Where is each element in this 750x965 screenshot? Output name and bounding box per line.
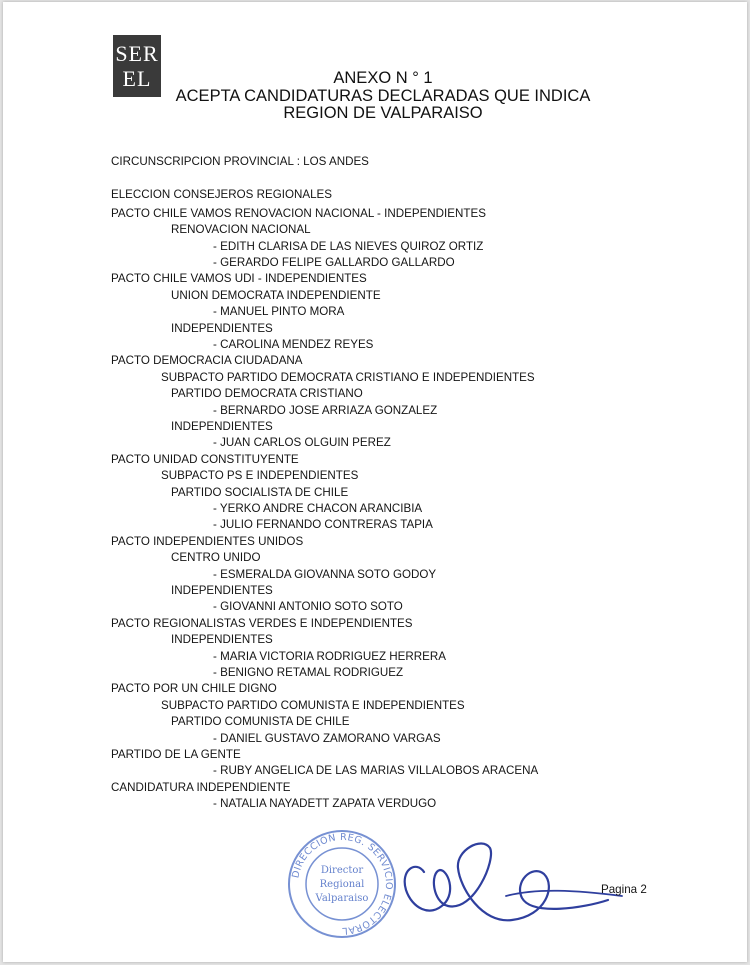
circunscripcion-line: CIRCUNSCRIPCION PROVINCIAL : LOS ANDES [111,155,369,168]
party-heading: PARTIDO DEMOCRATA CRISTIANO [171,387,363,400]
candidate-name: - DANIEL GUSTAVO ZAMORANO VARGAS [213,732,441,745]
candidate-name: - GIOVANNI ANTONIO SOTO SOTO [213,600,403,613]
party-heading: PARTIDO SOCIALISTA DE CHILE [171,486,349,499]
document-page [3,2,747,962]
party-heading: INDEPENDIENTES [171,584,273,597]
party-heading: INDEPENDIENTES [171,322,273,335]
candidate-name: - NATALIA NAYADETT ZAPATA VERDUGO [213,797,437,810]
party-heading: INDEPENDIENTES [171,633,273,646]
candidate-name: - MANUEL PINTO MORA [213,305,345,318]
candidate-name: - BERNARDO JOSE ARRIAZA GONZALEZ [213,404,438,417]
party-heading: PACTO UNIDAD CONSTITUYENTE [111,453,299,466]
party-heading: UNION DEMOCRATA INDEPENDIENTE [171,289,381,302]
candidate-name: - GERARDO FELIPE GALLARDO GALLARDO [213,256,455,269]
party-heading: PACTO CHILE VAMOS RENOVACION NACIONAL - INDEPENDIENTES [111,207,486,220]
candidate-name: - JULIO FERNANDO CONTRERAS TAPIA [213,518,433,531]
electoral-service-stamp [286,828,398,940]
party-heading: SUBPACTO PARTIDO DEMOCRATA CRISTIANO E INDEPENDIENTES [161,371,535,384]
region-title: REGION DE VALPARAISO [283,104,483,122]
candidate-name: - JUAN CARLOS OLGUIN PEREZ [213,436,391,449]
logo-text-top: SER [115,41,159,66]
svg-text:Valparaiso: Valparaiso [315,893,369,904]
svg-text:DIRECCION REG. SERVICIO ELECTO: DIRECCION REG. SERVICIO ELECTORAL [290,831,395,937]
party-heading: PACTO POR UN CHILE DIGNO [111,682,277,695]
candidate-name: - RUBY ANGELICA DE LAS MARIAS VILLALOBOS ARACENA [213,764,539,777]
candidate-name: - ESMERALDA GIOVANNA SOTO GODOY [213,568,437,581]
candidate-name: - EDITH CLARISA DE LAS NIEVES QUIROZ ORTIZ [213,240,484,253]
candidate-name: - MARIA VICTORIA RODRIGUEZ HERRERA [213,650,446,663]
page-number: Pagina 2 [601,883,647,896]
candidate-name: - BENIGNO RETAMAL RODRIGUEZ [213,666,404,679]
annex-title: ANEXO N ° 1 [333,69,433,87]
party-heading: PARTIDO DE LA GENTE [111,748,241,761]
signature [386,830,636,930]
document-title: ACEPTA CANDIDATURAS DECLARADAS QUE INDICA [175,87,591,105]
svg-text:Director: Director [320,865,364,876]
party-heading: SUBPACTO PARTIDO COMUNISTA E INDEPENDIENTES [161,699,465,712]
party-heading: CENTRO UNIDO [171,551,261,564]
candidate-name: - CAROLINA MENDEZ REYES [213,338,374,351]
candidate-name: - YERKO ANDRE CHACON ARANCIBIA [213,502,423,515]
party-heading: PACTO INDEPENDIENTES UNIDOS [111,535,304,548]
party-heading: PACTO CHILE VAMOS UDI - INDEPENDIENTES [111,272,367,285]
party-heading: INDEPENDIENTES [171,420,273,433]
logo-text-bottom: EL [122,66,152,91]
election-line: ELECCION CONSEJEROS REGIONALES [111,188,332,201]
party-heading: PACTO REGIONALISTAS VERDES E INDEPENDIENTES [111,617,413,630]
party-heading: PARTIDO COMUNISTA DE CHILE [171,715,350,728]
party-heading: RENOVACION NACIONAL [171,223,311,236]
party-heading: CANDIDATURA INDEPENDIENTE [111,781,291,794]
party-heading: PACTO DEMOCRACIA CIUDADANA [111,354,303,367]
svg-text:Regional: Regional [319,879,365,890]
party-heading: SUBPACTO PS E INDEPENDIENTES [161,469,359,482]
